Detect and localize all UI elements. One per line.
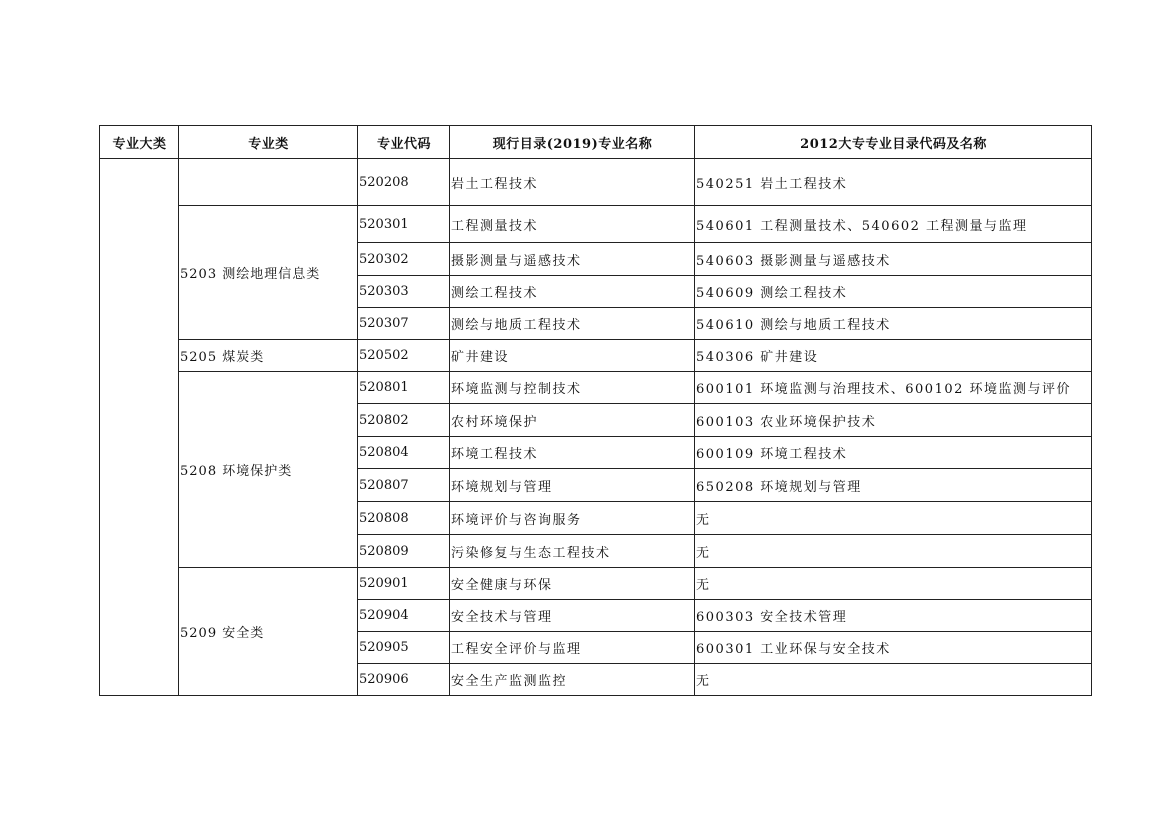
current-name-cell: 摄影测量与遥感技术 (450, 243, 695, 276)
current-name-cell: 环境工程技术 (450, 437, 695, 469)
old-code-name-cell: 600109 环境工程技术 (695, 437, 1092, 469)
code-cell: 520801 (358, 372, 450, 404)
header-code: 专业代码 (358, 126, 450, 159)
code-cell: 520808 (358, 502, 450, 535)
old-code-name-cell: 600103 农业环境保护技术 (695, 404, 1092, 437)
current-name-cell: 工程安全评价与监理 (450, 632, 695, 664)
code-cell: 520802 (358, 404, 450, 437)
code-cell: 520303 (358, 276, 450, 308)
current-name-cell: 环境监测与控制技术 (450, 372, 695, 404)
header-old-code-name: 2012大专专业目录代码及名称 (695, 126, 1092, 159)
category-cell: 5203 测绘地理信息类 (179, 206, 358, 340)
major-category-cell (100, 159, 179, 696)
old-code-name-cell: 650208 环境规划与管理 (695, 469, 1092, 502)
current-name-cell: 测绘工程技术 (450, 276, 695, 308)
table-row (100, 159, 1092, 206)
old-code-name-cell: 540251 岩土工程技术 (695, 159, 1092, 206)
current-name-cell: 环境规划与管理 (450, 469, 695, 502)
current-name-cell: 测绘与地质工程技术 (450, 308, 695, 340)
current-name-cell: 环境评价与咨询服务 (450, 502, 695, 535)
code-cell: 520502 (358, 340, 450, 372)
code-cell: 520301 (358, 206, 450, 243)
current-name-cell: 矿井建设 (450, 340, 695, 372)
code-cell: 520208 (358, 159, 450, 206)
old-code-name-cell: 无 (695, 535, 1092, 568)
code-cell: 520901 (358, 568, 450, 600)
old-code-name-cell: 600301 工业环保与安全技术 (695, 632, 1092, 664)
current-name-cell: 污染修复与生态工程技术 (450, 535, 695, 568)
header-major-category: 专业大类 (100, 126, 179, 159)
current-name-cell: 安全生产监测监控 (450, 664, 695, 696)
category-cell: 5205 煤炭类 (179, 340, 358, 372)
code-cell: 520904 (358, 600, 450, 632)
current-name-cell: 安全技术与管理 (450, 600, 695, 632)
old-code-name-cell: 无 (695, 502, 1092, 535)
current-name-cell: 安全健康与环保 (450, 568, 695, 600)
old-code-name-cell: 540609 测绘工程技术 (695, 276, 1092, 308)
code-cell: 520906 (358, 664, 450, 696)
old-code-name-cell: 540306 矿井建设 (695, 340, 1092, 372)
code-cell: 520809 (358, 535, 450, 568)
table-row (100, 568, 1092, 600)
table-row (100, 372, 1092, 404)
code-cell: 520905 (358, 632, 450, 664)
code-cell: 520804 (358, 437, 450, 469)
current-name-cell: 岩土工程技术 (450, 159, 695, 206)
current-name-cell: 农村环境保护 (450, 404, 695, 437)
old-code-name-cell: 600303 安全技术管理 (695, 600, 1092, 632)
current-name-cell: 工程测量技术 (450, 206, 695, 243)
code-cell: 520302 (358, 243, 450, 276)
table-row (100, 206, 1092, 243)
code-cell: 520307 (358, 308, 450, 340)
old-code-name-cell: 无 (695, 568, 1092, 600)
old-code-name-cell: 无 (695, 664, 1092, 696)
old-code-name-cell: 540603 摄影测量与遥感技术 (695, 243, 1092, 276)
old-code-name-cell: 600101 环境监测与治理技术、600102 环境监测与评价 (695, 372, 1092, 404)
table-row (100, 340, 1092, 372)
table-body (100, 159, 1092, 696)
category-cell (179, 159, 358, 206)
old-code-name-cell: 540601 工程测量技术、540602 工程测量与监理 (695, 206, 1092, 243)
header-row (100, 126, 1092, 159)
code-cell: 520807 (358, 469, 450, 502)
major-catalog-table (99, 125, 1092, 696)
category-cell: 5208 环境保护类 (179, 372, 358, 568)
header-category: 专业类 (179, 126, 358, 159)
header-current-name: 现行目录(2019)专业名称 (450, 126, 695, 159)
old-code-name-cell: 540610 测绘与地质工程技术 (695, 308, 1092, 340)
category-cell: 5209 安全类 (179, 568, 358, 696)
